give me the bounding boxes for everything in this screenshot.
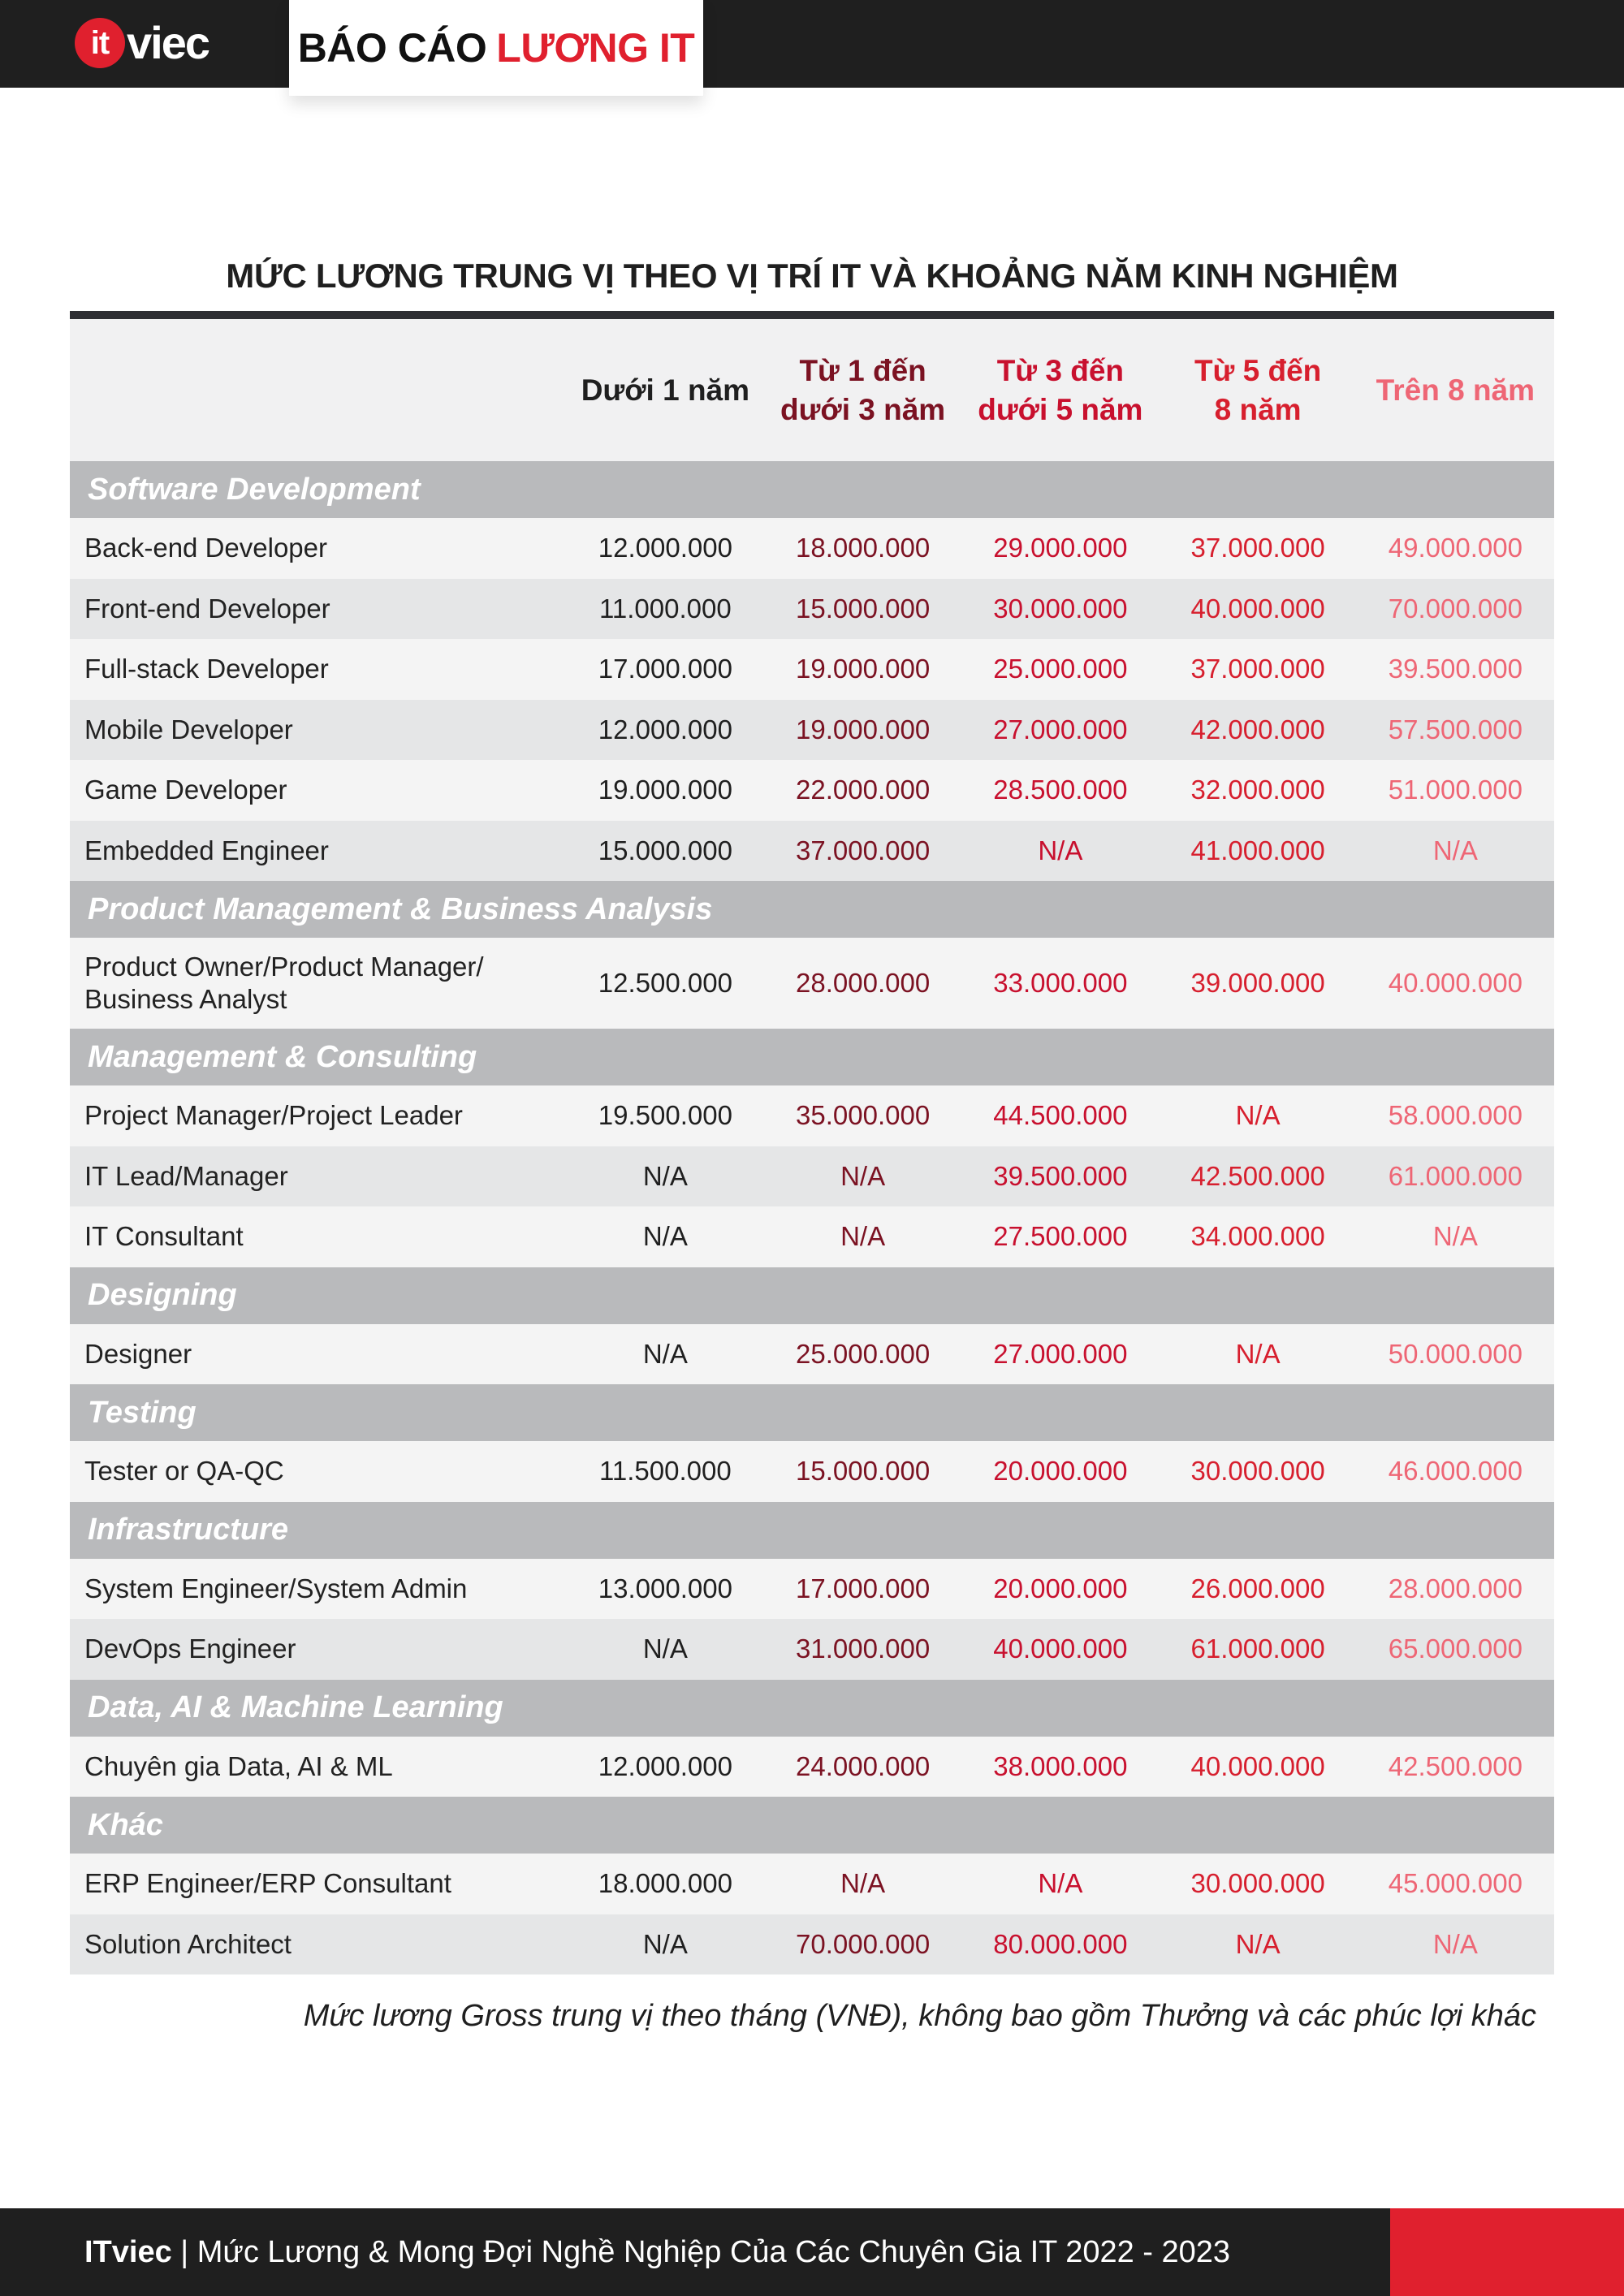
salary-cell: 58.000.000 [1388, 1100, 1522, 1131]
section-title: Designing [88, 1278, 237, 1312]
salary-cell: N/A [1432, 1928, 1478, 1959]
section-title: Infrastructure [88, 1513, 289, 1547]
salary-cell: 22.000.000 [796, 775, 931, 805]
salary-cell: 15.000.000 [796, 1456, 931, 1487]
salary-cell: 28.000.000 [796, 968, 931, 998]
column-header-4: Từ 5 đến 8 năm [1194, 353, 1322, 426]
salary-cell: 42.000.000 [1190, 714, 1325, 744]
salary-cell: 19.500.000 [598, 1100, 732, 1131]
role-label: System Engineer/System Admin [84, 1573, 468, 1603]
section-header [70, 1029, 1554, 1085]
role-label: Tester or QA-QC [84, 1456, 284, 1487]
salary-cell: 12.000.000 [598, 714, 732, 744]
table-row [70, 579, 1554, 640]
salary-cell: 26.000.000 [1190, 1573, 1325, 1603]
section-header [70, 461, 1554, 518]
salary-cell: 39.500.000 [1388, 654, 1522, 684]
salary-table [70, 319, 1554, 1974]
table-header-row [70, 319, 1554, 461]
top-header-bar [0, 0, 1624, 88]
table-row [70, 1085, 1554, 1146]
salary-cell: 20.000.000 [993, 1573, 1128, 1603]
table-row [70, 518, 1554, 579]
column-header-3: Từ 3 đến dưới 5 năm [978, 353, 1143, 426]
salary-cell: 40.000.000 [993, 1634, 1128, 1664]
table-row [70, 1854, 1554, 1914]
footer-accent-block [1390, 2208, 1624, 2296]
salary-cell: N/A [1432, 835, 1478, 865]
salary-cell: N/A [1235, 1928, 1281, 1959]
salary-cell: N/A [840, 1868, 886, 1899]
salary-cell: 42.500.000 [1190, 1160, 1325, 1191]
salary-cell: 65.000.000 [1388, 1634, 1522, 1664]
role-label: Embedded Engineer [84, 835, 329, 865]
salary-cell: 19.000.000 [796, 654, 931, 684]
table-row [70, 639, 1554, 700]
salary-cell: 70.000.000 [796, 1928, 931, 1959]
salary-cell: 13.000.000 [598, 1573, 732, 1603]
salary-cell: 27.000.000 [993, 714, 1128, 744]
role-label: IT Lead/Manager [84, 1160, 288, 1191]
salary-cell: 18.000.000 [796, 533, 931, 563]
footer-bar [0, 2208, 1624, 2296]
table-row [70, 1737, 1554, 1798]
table-row [70, 760, 1554, 821]
table-row [70, 1324, 1554, 1385]
salary-cell: 80.000.000 [993, 1928, 1128, 1959]
salary-cell: 27.500.000 [993, 1221, 1128, 1252]
role-label: Project Manager/Project Leader [84, 1100, 463, 1131]
salary-cell: N/A [1432, 1221, 1478, 1252]
report-title-tab [289, 0, 703, 96]
salary-cell: 38.000.000 [993, 1750, 1128, 1781]
salary-cell: 49.000.000 [1388, 533, 1522, 563]
logo-viec-text: viec [127, 17, 209, 68]
salary-cell: 18.000.000 [598, 1868, 732, 1899]
salary-cell: 50.000.000 [1388, 1338, 1522, 1369]
salary-cell: 32.000.000 [1190, 775, 1325, 805]
salary-cell: N/A [642, 1160, 688, 1191]
role-label: Game Developer [84, 775, 287, 805]
table-row [70, 1619, 1554, 1680]
role-label: Back-end Developer [84, 533, 327, 563]
salary-cell: 40.000.000 [1388, 968, 1522, 998]
salary-cell: 11.500.000 [599, 1456, 732, 1487]
table-row [70, 938, 1554, 1029]
logo-it-badge: it [75, 18, 125, 68]
table-row [70, 1914, 1554, 1975]
role-label: Front-end Developer [84, 593, 330, 624]
salary-cell: 30.000.000 [1190, 1456, 1325, 1487]
salary-cell: 39.500.000 [993, 1160, 1128, 1191]
salary-cell: 35.000.000 [796, 1100, 931, 1131]
salary-cell: 12.000.000 [598, 1750, 732, 1781]
salary-cell: N/A [642, 1634, 688, 1664]
footer-caption: | Mức Lương & Mong Đợi Nghề Nghiệp Của Các Chuyên Gia IT 2022 - 2023 [171, 2235, 1231, 2269]
title-divider [70, 311, 1554, 319]
salary-cell: N/A [642, 1338, 688, 1369]
role-label: Product Owner/Product Manager/ Business Analyst [84, 952, 484, 1014]
salary-cell: 27.000.000 [993, 1338, 1128, 1369]
salary-cell: 12.500.000 [598, 968, 732, 998]
salary-cell: 46.000.000 [1388, 1456, 1522, 1487]
column-header-5: Trên 8 năm [1376, 373, 1535, 407]
role-label: IT Consultant [84, 1221, 244, 1252]
salary-cell: 37.000.000 [1190, 654, 1325, 684]
salary-cell: N/A [840, 1160, 886, 1191]
table-row [70, 700, 1554, 761]
salary-cell: 44.500.000 [993, 1100, 1128, 1131]
salary-cell: 25.000.000 [796, 1338, 931, 1369]
section-title: Khác [88, 1807, 163, 1842]
salary-cell: 15.000.000 [598, 835, 732, 865]
role-label: Solution Architect [84, 1928, 292, 1959]
salary-cell: 40.000.000 [1190, 593, 1325, 624]
role-label: ERP Engineer/ERP Consultant [84, 1868, 451, 1899]
section-header [70, 1680, 1554, 1737]
salary-cell: 11.000.000 [599, 593, 732, 624]
salary-cell: N/A [1235, 1100, 1281, 1131]
salary-cell: N/A [642, 1928, 688, 1959]
salary-cell: 17.000.000 [796, 1573, 931, 1603]
column-header-2: Từ 1 đến dưới 3 năm [780, 353, 946, 426]
footer-text [84, 2208, 1230, 2296]
column-header-1: Dưới 1 năm [581, 373, 750, 407]
role-label: Chuyên gia Data, AI & ML [84, 1750, 393, 1781]
salary-cell: 57.500.000 [1388, 714, 1522, 744]
section-header [70, 1797, 1554, 1854]
section-title: Data, AI & Machine Learning [88, 1690, 503, 1724]
salary-cell: 30.000.000 [1190, 1868, 1325, 1899]
salary-cell: N/A [1235, 1338, 1281, 1369]
salary-cell: 37.000.000 [796, 835, 931, 865]
salary-cell: 19.000.000 [598, 775, 732, 805]
salary-cell: 42.500.000 [1388, 1750, 1522, 1781]
role-label: DevOps Engineer [84, 1634, 296, 1664]
salary-cell: 33.000.000 [993, 968, 1128, 998]
role-label: Mobile Developer [84, 714, 293, 744]
footnote: Mức lương Gross trung vị theo tháng (VNĐ), không bao gồm Thưởng và các phúc lợi khác [303, 1999, 1536, 2033]
salary-cell: 45.000.000 [1388, 1868, 1522, 1899]
salary-cell: 28.000.000 [1388, 1573, 1522, 1603]
report-title-black: BÁO CÁO [297, 25, 487, 71]
table-row [70, 1146, 1554, 1207]
footer-brand: ITviec [84, 2235, 172, 2269]
page-title: MỨC LƯƠNG TRUNG VỊ THEO VỊ TRÍ IT VÀ KHOẢNG NĂM KINH NGHIỆM [226, 257, 1398, 295]
salary-cell: 61.000.000 [1388, 1160, 1522, 1191]
table-row [70, 1441, 1554, 1502]
role-label: Designer [84, 1338, 192, 1369]
salary-cell: 70.000.000 [1388, 593, 1522, 624]
salary-cell: 61.000.000 [1190, 1634, 1325, 1664]
section-title: Management & Consulting [88, 1039, 477, 1074]
section-title: Testing [88, 1395, 197, 1430]
table-row [70, 1559, 1554, 1620]
section-title: Product Management & Business Analysis [88, 891, 713, 926]
section-header [70, 881, 1554, 938]
salary-cell: 34.000.000 [1190, 1221, 1325, 1252]
section-header [70, 1267, 1554, 1324]
salary-cell: 12.000.000 [598, 533, 732, 563]
section-header [70, 1384, 1554, 1441]
report-title-red: LƯƠNG IT [496, 25, 695, 71]
table-row [70, 821, 1554, 882]
salary-cell: N/A [1038, 1868, 1083, 1899]
salary-cell: 51.000.000 [1388, 775, 1522, 805]
salary-cell: 29.000.000 [993, 533, 1128, 563]
salary-cell: 15.000.000 [796, 593, 931, 624]
salary-cell: 31.000.000 [796, 1634, 931, 1664]
salary-cell: N/A [840, 1221, 886, 1252]
section-header [70, 1502, 1554, 1559]
salary-cell: 17.000.000 [598, 654, 732, 684]
salary-cell: 39.000.000 [1190, 968, 1325, 998]
salary-cell: 28.500.000 [993, 775, 1128, 805]
table-row [70, 1206, 1554, 1267]
salary-cell: 20.000.000 [993, 1456, 1128, 1487]
salary-cell: 25.000.000 [993, 654, 1128, 684]
salary-cell: 41.000.000 [1190, 835, 1325, 865]
salary-cell: 19.000.000 [796, 714, 931, 744]
itviec-logo[interactable] [75, 18, 209, 68]
salary-cell: N/A [642, 1221, 688, 1252]
section-title: Software Development [88, 472, 421, 507]
salary-cell: 24.000.000 [796, 1750, 931, 1781]
salary-cell: 30.000.000 [993, 593, 1128, 624]
salary-cell: 37.000.000 [1190, 533, 1325, 563]
salary-cell: 40.000.000 [1190, 1750, 1325, 1781]
role-label: Full-stack Developer [84, 654, 329, 684]
salary-cell: N/A [1038, 835, 1083, 865]
